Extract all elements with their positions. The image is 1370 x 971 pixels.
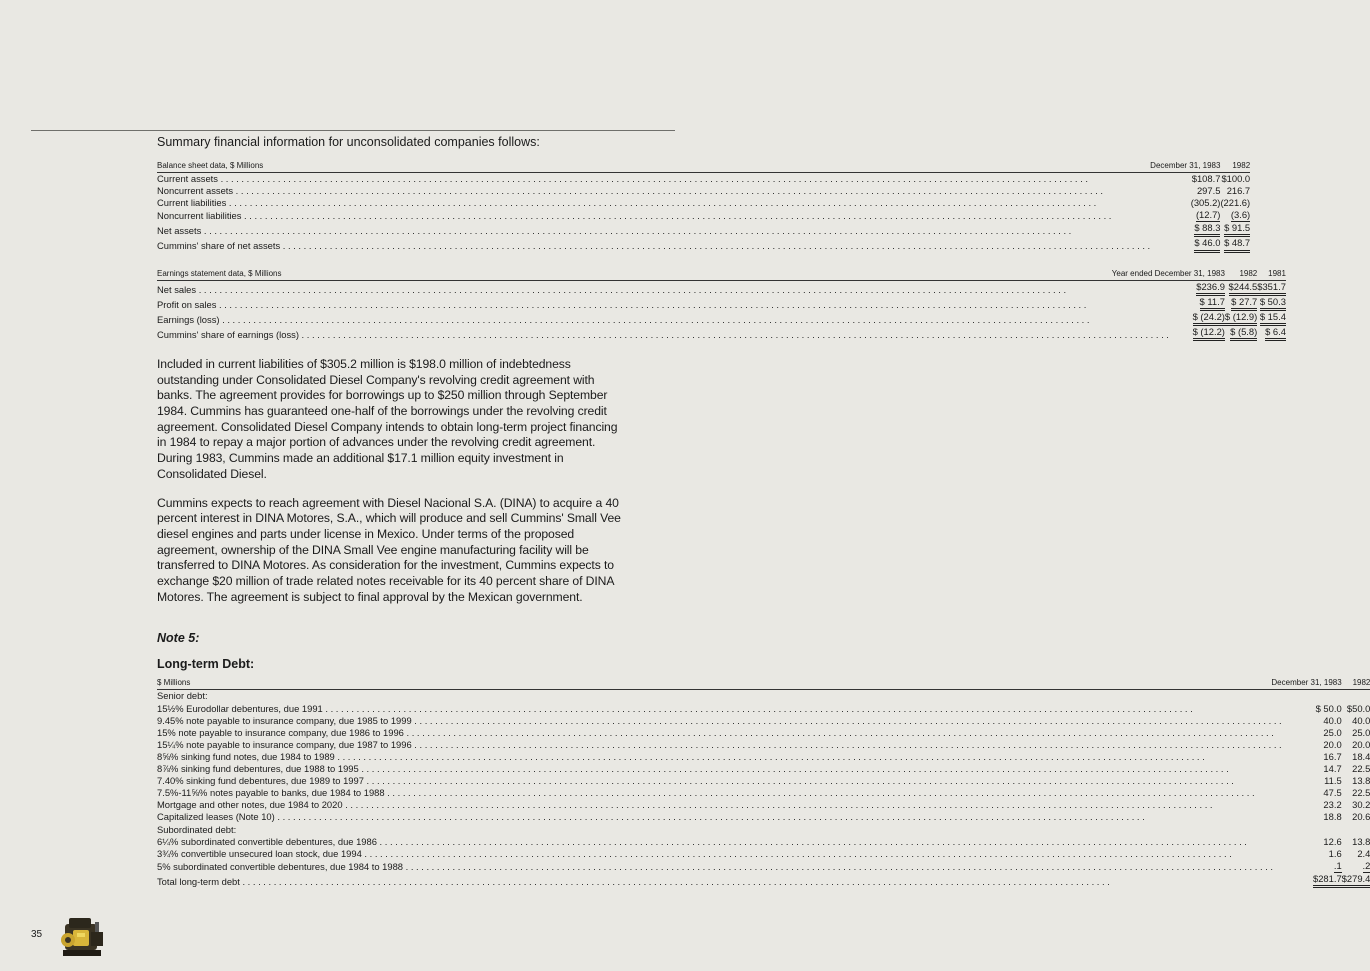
table-row xyxy=(157,209,1250,222)
row-label xyxy=(157,811,1282,823)
section-label: Senior debt: xyxy=(157,690,208,702)
table-row xyxy=(157,739,1370,751)
row-label xyxy=(157,763,1282,775)
value-1983 xyxy=(1150,209,1220,222)
value-1983 xyxy=(1282,775,1342,787)
value-1983 xyxy=(1282,860,1342,873)
value-1982-value: $ 48.7 xyxy=(1224,237,1250,252)
row-label-text: 3¾% convertible unsecured loan stock, due 1994 . . . xyxy=(157,848,1282,860)
value-1983 xyxy=(1169,280,1225,296)
value-1983-value: $108.7 xyxy=(1191,173,1221,184)
value-1983-value: 297.5 xyxy=(1196,185,1221,197)
value-1982 xyxy=(1342,860,1370,873)
row-label-text: Profit on sales . . . xyxy=(157,299,1169,311)
row-label-text: 7.40% sinking fund debentures, due 1989 to 1997 . . . xyxy=(157,775,1282,787)
value-1982 xyxy=(1220,173,1250,186)
value-1982-value: 18.4 xyxy=(1352,750,1370,762)
row-label xyxy=(157,751,1282,763)
row-label-text: Current assets . . . xyxy=(157,173,1150,185)
page-number: 35 xyxy=(31,929,43,940)
table-row xyxy=(157,222,1250,237)
value-1982-value: (3.6) xyxy=(1231,209,1250,222)
value-1982 xyxy=(1342,811,1370,823)
value-1983-value: 40.0 xyxy=(1323,714,1342,726)
header-label: $ Millions xyxy=(157,676,1282,690)
value-1982 xyxy=(1342,787,1370,799)
row-label xyxy=(157,311,1169,326)
paragraph: Cummins expects to reach agreement with Diesel Nacional S.A. (DINA) to acquire a 40 percent interest in DINA Motores, S.A., which will produce and sell Cummins' Small Vee diesel engines and parts under license in Mexico. Under terms of the proposed agreement, ownership of the DINA Small Vee engine manufacturing facility will be transferred to DINA Motores. As consideration for the investment, Cummins expects to exchange $20 million of trade related notes receivable for its 40 percent share of DINA Motores. The agreement is subject to final approval by the Mexican government. xyxy=(157,495,621,604)
table-row xyxy=(157,824,1370,836)
row-label-text: 8⅝% sinking fund notes, due 1984 to 1989 . . . xyxy=(157,751,1282,763)
table-row xyxy=(157,860,1370,873)
value-1982-value: 22.5 xyxy=(1352,763,1370,775)
value-1983-value: $ 50.0 xyxy=(1315,702,1342,714)
value-1983-value: $ (24.2) xyxy=(1193,311,1225,326)
earnings-table xyxy=(157,267,1286,341)
value-1982-value: 20.6 xyxy=(1352,811,1370,823)
value-1983-value: (12.7) xyxy=(1196,209,1221,222)
value-1982 xyxy=(1220,185,1250,197)
top-rule xyxy=(31,130,675,131)
row-label-text: 15% note payable to insurance company, due 1986 to 1996 . . . xyxy=(157,727,1282,739)
row-label xyxy=(157,775,1282,787)
table-row xyxy=(157,296,1286,311)
value-1981 xyxy=(1257,326,1286,341)
engine-icon xyxy=(55,910,109,966)
value-1983-value: $ 88.3 xyxy=(1194,222,1220,237)
table-row xyxy=(157,690,1370,703)
value-1983-value: $ 46.0 xyxy=(1194,237,1220,252)
row-label-text: 15¼% note payable to insurance company, due 1987 to 1996 . . . xyxy=(157,739,1282,751)
value-1982-value: (221.6) xyxy=(1220,197,1251,209)
table-row xyxy=(157,237,1250,252)
value-1982-value: $ (5.8) xyxy=(1230,326,1257,341)
row-label xyxy=(157,715,1282,727)
total-1982-value: $279.4 xyxy=(1342,873,1370,888)
value-1982 xyxy=(1342,799,1370,811)
value-1983 xyxy=(1282,787,1342,799)
value-1983-value: 47.5 xyxy=(1323,787,1342,799)
table-row xyxy=(157,836,1370,848)
table-row xyxy=(157,811,1370,823)
row-label-text: Noncurrent liabilities . . . xyxy=(157,210,1150,222)
row-label-text: 7.5%-11⅝% notes payable to banks, due 1984 to 1988 . . . xyxy=(157,787,1282,799)
row-label-text: Total long-term debt . . . xyxy=(157,876,1282,888)
value-1982-value: $ 27.7 xyxy=(1231,296,1257,311)
header-col-1981: 1981 xyxy=(1257,267,1286,281)
table-row xyxy=(157,173,1250,186)
row-label-text: Earnings (loss) . . . xyxy=(157,314,1169,326)
value-1983 xyxy=(1169,326,1225,341)
value-1983 xyxy=(1150,185,1220,197)
value-1981 xyxy=(1257,296,1286,311)
row-label xyxy=(157,848,1282,860)
row-label xyxy=(157,280,1169,296)
value-1981-value: $ 50.3 xyxy=(1260,296,1286,311)
value-1982-value: 20.0 xyxy=(1352,738,1370,750)
value-1982 xyxy=(1342,715,1370,727)
intro-text: Summary financial information for unconsolidated companies follows: xyxy=(157,135,540,149)
table-row xyxy=(157,185,1250,197)
row-label-text: Cummins' share of earnings (loss) . . . xyxy=(157,329,1169,341)
value-1983 xyxy=(1282,703,1342,715)
value-1982 xyxy=(1220,222,1250,237)
value-1981-value: $351.7 xyxy=(1257,281,1286,296)
value-1982 xyxy=(1225,296,1257,311)
row-label xyxy=(157,836,1282,848)
value-1981-value: $ 15.4 xyxy=(1260,311,1286,326)
value-1983 xyxy=(1169,296,1225,311)
row-label xyxy=(157,326,1169,341)
header-col-1982: 1982 xyxy=(1220,159,1250,173)
row-label-text: 6¼% subordinated convertible debentures, due 1986 . . . xyxy=(157,836,1282,848)
row-label-text: Mortgage and other notes, due 1984 to 2020 . . . xyxy=(157,799,1282,811)
section-label: Subordinated debt: xyxy=(157,823,237,835)
row-label xyxy=(157,787,1282,799)
value-1982-value: 25.0 xyxy=(1352,726,1370,738)
value-1982 xyxy=(1220,209,1250,222)
value-1983 xyxy=(1150,222,1220,237)
table-row xyxy=(157,715,1370,727)
value-1983-value: 11.5 xyxy=(1324,775,1342,787)
value-1983 xyxy=(1282,848,1342,860)
total-1983 xyxy=(1282,873,1342,888)
value-1983-value: $236.9 xyxy=(1196,281,1225,296)
row-label-text: 9.45% note payable to insurance company, due 1985 to 1999 . . . xyxy=(157,715,1282,727)
value-1982 xyxy=(1342,751,1370,763)
row-label xyxy=(157,703,1282,715)
value-1982-value: $100.0 xyxy=(1221,173,1251,184)
value-1983 xyxy=(1282,811,1342,823)
table-header xyxy=(157,267,1286,281)
value-1983-value: 20.0 xyxy=(1323,738,1342,750)
table-row xyxy=(157,326,1286,341)
value-1982 xyxy=(1225,311,1257,326)
value-1982 xyxy=(1342,727,1370,739)
total-1983-value: $281.7 xyxy=(1313,873,1342,888)
row-label-text: 15½% Eurodollar debentures, due 1991 . . . xyxy=(157,703,1282,715)
row-label xyxy=(157,197,1150,209)
row-label xyxy=(157,799,1282,811)
row-label xyxy=(157,185,1150,197)
value-1983-value: 23.2 xyxy=(1323,799,1342,811)
value-1982-value: .2 xyxy=(1363,860,1370,873)
value-1983 xyxy=(1150,237,1220,252)
value-1982-value: 22.5 xyxy=(1352,787,1370,799)
row-label xyxy=(157,739,1282,751)
value-1983-value: 18.8 xyxy=(1323,811,1342,823)
row-label xyxy=(157,209,1150,222)
value-1982-value: 30.2 xyxy=(1352,799,1370,811)
header-col-1983: December 31, 1983 xyxy=(1150,159,1220,173)
value-1982-value: $ 91.5 xyxy=(1224,222,1250,237)
table-row xyxy=(157,775,1370,787)
value-1983-value: (305.2) xyxy=(1190,197,1221,209)
value-1983-value: $ 11.7 xyxy=(1200,296,1225,311)
value-1982 xyxy=(1225,326,1257,341)
value-1982 xyxy=(1342,848,1370,860)
value-1982 xyxy=(1342,739,1370,751)
value-1981-value: $ 6.4 xyxy=(1265,326,1286,341)
table-row xyxy=(157,848,1370,860)
header-label: Earnings statement data, $ Millions xyxy=(157,267,1169,281)
value-1982-value: 13.8 xyxy=(1352,835,1370,847)
table-row xyxy=(157,703,1370,715)
row-label xyxy=(157,860,1282,873)
value-1983 xyxy=(1282,799,1342,811)
row-label-text: 5% subordinated convertible debentures, due 1984 to 1988 . . . xyxy=(157,861,1282,873)
value-1982-value: $50.0 xyxy=(1346,702,1370,714)
table-row xyxy=(157,751,1370,763)
row-label-text: Cummins' share of net assets . . . xyxy=(157,240,1150,252)
value-1983-value: .1 xyxy=(1334,860,1342,873)
value-1983 xyxy=(1282,751,1342,763)
value-1983-value: 16.7 xyxy=(1323,750,1342,762)
value-1983-value: 25.0 xyxy=(1323,726,1342,738)
table-row xyxy=(157,197,1250,209)
row-label xyxy=(157,237,1150,252)
value-1983 xyxy=(1150,173,1220,186)
table-row xyxy=(157,311,1286,326)
table-header xyxy=(157,676,1370,690)
table-row xyxy=(157,763,1370,775)
value-1982 xyxy=(1342,836,1370,848)
row-label-text: Capitalized leases (Note 10) . . . xyxy=(157,811,1282,823)
value-1982 xyxy=(1220,197,1250,209)
value-1982-value: 40.0 xyxy=(1352,714,1370,726)
row-label-text: Net sales . . . xyxy=(157,284,1169,296)
table-header xyxy=(157,159,1250,173)
value-1983 xyxy=(1150,197,1220,209)
header-col-1983: Year ended December 31, 1983 xyxy=(1169,267,1225,281)
value-1982 xyxy=(1220,237,1250,252)
header-label: Balance sheet data, $ Millions xyxy=(157,159,1150,173)
row-label-text: 8⅞% sinking fund debentures, due 1988 to 1995 . . . xyxy=(157,763,1282,775)
value-1981 xyxy=(1257,311,1286,326)
value-1982-value: $ (12.9) xyxy=(1225,311,1257,326)
balance-sheet-table xyxy=(157,159,1250,253)
value-1983-value: $ (12.2) xyxy=(1193,326,1225,341)
paragraph: Included in current liabilities of $305.2 million is $198.0 million of indebtedness outstanding under Consolidated Diesel Company's revolving credit agreement with banks. The agreement provides for borrowings up to $250 million through September 1984. Cummins has guaranteed one-half of the borrowings under the revolving credit agreement. Consolidated Diesel Company intends to obtain long-term project financing in 1984 to repay a major portion of advances under the revolving credit agreement. During 1983, Cummins made an additional $17.1 million equity investment in Consolidated Diesel. xyxy=(157,356,618,481)
value-1982 xyxy=(1342,763,1370,775)
value-1983 xyxy=(1282,739,1342,751)
value-1982-value: 2.4 xyxy=(1357,847,1370,859)
value-1982-value: 216.7 xyxy=(1226,185,1251,197)
section-title: Long-term Debt: xyxy=(157,657,255,672)
header-col-1982: 1982 xyxy=(1342,676,1370,690)
table-row xyxy=(157,787,1370,799)
row-label xyxy=(157,727,1282,739)
value-1983 xyxy=(1282,715,1342,727)
value-1982-value: $244.5 xyxy=(1229,281,1258,296)
value-1983-value: 14.7 xyxy=(1323,763,1342,775)
value-1982-value: 13.8 xyxy=(1352,775,1370,787)
header-col-1982: 1982 xyxy=(1225,267,1257,281)
header-col-1983: December 31, 1983 xyxy=(1282,676,1342,690)
page-content xyxy=(157,134,1370,888)
value-1982 xyxy=(1225,280,1257,296)
value-1983 xyxy=(1282,727,1342,739)
row-label xyxy=(157,873,1282,888)
value-1983 xyxy=(1282,836,1342,848)
row-label-text: Net assets . . . xyxy=(157,225,1150,237)
row-label xyxy=(157,173,1150,186)
value-1983 xyxy=(1282,763,1342,775)
table-row xyxy=(157,280,1286,296)
value-1982 xyxy=(1342,703,1370,715)
total-row xyxy=(157,873,1370,888)
long-term-debt-table xyxy=(157,676,1370,888)
value-1982 xyxy=(1342,775,1370,787)
row-label-text: Noncurrent assets . . . xyxy=(157,185,1150,197)
table-row xyxy=(157,727,1370,739)
table-row xyxy=(157,799,1370,811)
total-1982 xyxy=(1342,873,1370,888)
value-1983-value: 12.6 xyxy=(1323,835,1342,847)
value-1981 xyxy=(1257,280,1286,296)
row-label xyxy=(157,222,1150,237)
note-title: Note 5: xyxy=(157,631,200,646)
value-1983 xyxy=(1169,311,1225,326)
row-label-text: Current liabilities . . . xyxy=(157,197,1150,209)
value-1983-value: 1.6 xyxy=(1328,847,1342,859)
row-label xyxy=(157,296,1169,311)
